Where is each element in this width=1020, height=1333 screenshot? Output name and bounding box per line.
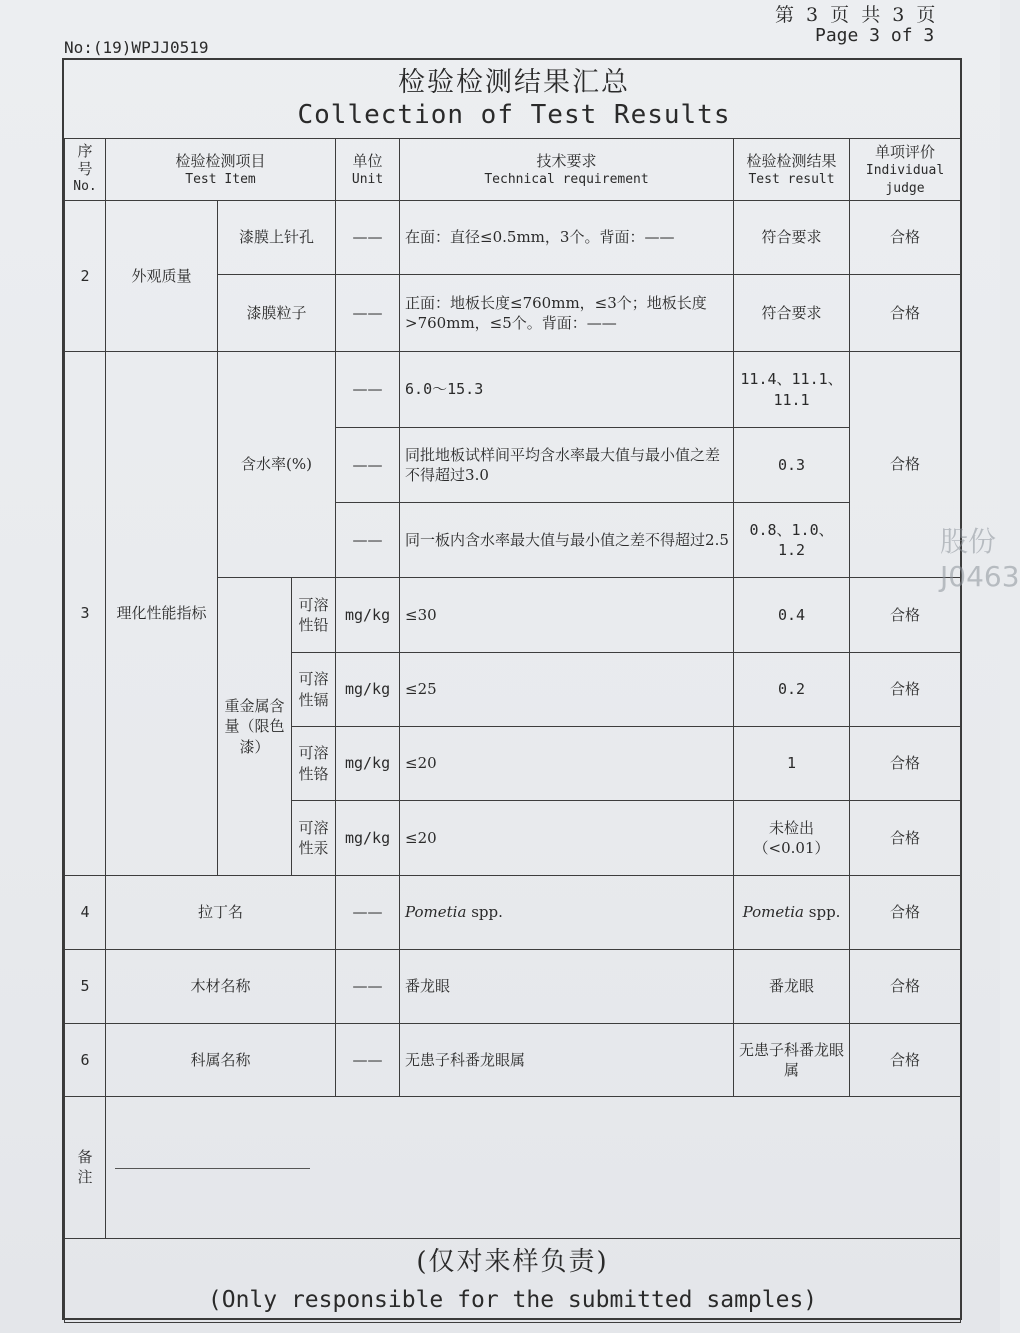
- result-cell: 未检出（<0.01）: [734, 801, 850, 876]
- result-cell: 无患子科番龙眼属: [734, 1024, 850, 1097]
- judge-cell: 合格: [850, 727, 961, 801]
- row-group: 理化性能指标: [106, 352, 218, 876]
- col-result-en: Test result: [748, 171, 835, 187]
- unit-cell: mg/kg: [336, 653, 400, 727]
- col-req-header: [400, 139, 734, 201]
- table-row: [65, 352, 961, 428]
- result-cell: 番龙眼: [734, 950, 850, 1024]
- unit-cell: ——: [336, 1024, 400, 1097]
- row-no: 6: [65, 1024, 106, 1097]
- row-no: 2: [65, 201, 106, 352]
- judge-cell: 合格: [850, 1024, 961, 1097]
- col-unit-en: Unit: [351, 171, 384, 187]
- result-cell: 0.3: [734, 428, 850, 503]
- result-cell: [734, 876, 850, 950]
- unit-cell: mg/kg: [336, 727, 400, 801]
- result-cell: 0.4: [734, 578, 850, 653]
- unit-cell: ——: [336, 950, 400, 1024]
- col-result-cn: 检验检测结果: [746, 151, 837, 170]
- item-cell: 木材名称: [106, 950, 336, 1024]
- row-no: 3: [65, 352, 106, 876]
- col-judge-header: [850, 139, 961, 201]
- footer-cell: [65, 1239, 961, 1323]
- judge-cell: 合格: [850, 801, 961, 876]
- remarks-blank-line: [115, 1167, 310, 1169]
- unit-cell: ——: [336, 352, 400, 428]
- table-row: [65, 1024, 961, 1097]
- item-cell: 含水率(%): [218, 352, 336, 578]
- unit-cell: mg/kg: [336, 801, 400, 876]
- sub-item-cell: 可溶性镉: [292, 653, 336, 727]
- judge-cell: 合格: [850, 950, 961, 1024]
- footer-en: (Only responsible for the submitted samples): [207, 1286, 818, 1313]
- item-cell: 漆膜上针孔: [218, 201, 336, 275]
- header-row: [65, 139, 961, 201]
- result-cell: 符合要求: [734, 275, 850, 352]
- remarks-label-cell: [65, 1097, 106, 1239]
- req-spp: spp.: [471, 903, 503, 922]
- sub-item-cell: 可溶性汞: [292, 801, 336, 876]
- col-result-header: [734, 139, 850, 201]
- report-number: No:(19)WPJJ0519: [64, 38, 209, 57]
- item-cell: 科属名称: [106, 1024, 336, 1097]
- result-cell: 11.4、11.1、11.1: [734, 352, 850, 428]
- result-cell: 0.2: [734, 653, 850, 727]
- col-no-en: No.: [73, 178, 97, 194]
- unit-cell: ——: [336, 428, 400, 503]
- results-table: [64, 138, 961, 1323]
- req-cell: 6.0～15.3: [400, 352, 734, 428]
- req-cell: 正面：地板长度≤760mm，≤3个；地板长度>760mm，≤5个。背面：——: [400, 275, 734, 352]
- item-cell: 重金属含量（限色漆）: [218, 578, 292, 876]
- req-cell: 番龙眼: [400, 950, 734, 1024]
- result-cell: 0.8、1.0、1.2: [734, 503, 850, 578]
- unit-cell: ——: [336, 201, 400, 275]
- item-cell: 漆膜粒子: [218, 275, 336, 352]
- results-sheet: [62, 58, 962, 1320]
- row-no: 4: [65, 876, 106, 950]
- title-en: Collection of Test Results: [297, 100, 731, 130]
- req-cell: [400, 876, 734, 950]
- remarks-row: [65, 1097, 961, 1239]
- col-no-header: [65, 139, 106, 201]
- judge-cell: 合格: [850, 578, 961, 653]
- req-genus: Pometia: [405, 903, 467, 922]
- col-unit-header: [336, 139, 400, 201]
- col-req-en: Technical requirement: [484, 171, 649, 187]
- result-cell: 1: [734, 727, 850, 801]
- sub-item-cell: 可溶性铅: [292, 578, 336, 653]
- req-cell: 在面：直径≤0.5mm，3个。背面：——: [400, 201, 734, 275]
- judge-cell: 合格: [850, 653, 961, 727]
- col-item-header: [106, 139, 336, 201]
- unit-cell: ——: [336, 275, 400, 352]
- judge-cell: 合格: [850, 876, 961, 950]
- col-no-cn: 序号: [77, 142, 93, 178]
- req-cell: ≤30: [400, 578, 734, 653]
- page-number-cn: 第 3 页 共 3 页: [775, 4, 939, 26]
- judge-cell: 合格: [850, 201, 961, 275]
- unit-cell: ——: [336, 503, 400, 578]
- req-cell: ≤20: [400, 727, 734, 801]
- item-cell: 拉丁名: [106, 876, 336, 950]
- footer-row: [65, 1239, 961, 1323]
- table-row: [65, 876, 961, 950]
- result-cell: 符合要求: [734, 201, 850, 275]
- remarks-label: 备注: [77, 1148, 93, 1186]
- col-item-cn: 检验检测项目: [175, 151, 266, 170]
- unit-cell: ——: [336, 876, 400, 950]
- row-no: 5: [65, 950, 106, 1024]
- table-row: [65, 950, 961, 1024]
- table-row: [65, 201, 961, 275]
- col-judge-en: Individual judge: [865, 163, 945, 196]
- page-number-en: Page 3 of 3: [815, 25, 935, 46]
- req-cell: 同一板内含水率最大值与最小值之差不得超过2.5: [400, 503, 734, 578]
- judge-cell: 合格: [850, 352, 961, 578]
- seal-stamp-fragment: 股份 J0463: [940, 525, 1020, 593]
- req-cell: ≤20: [400, 801, 734, 876]
- col-judge-cn: 单项评价: [875, 142, 936, 161]
- req-cell: 无患子科番龙眼属: [400, 1024, 734, 1097]
- footer-cn: (仅对来样负责): [416, 1247, 609, 1278]
- col-req-cn: 技术要求: [536, 151, 597, 170]
- title-cn: 检验检测结果汇总: [398, 67, 630, 98]
- sub-item-cell: 可溶性铬: [292, 727, 336, 801]
- result-spp: spp.: [808, 903, 841, 922]
- remarks-content: [106, 1097, 961, 1239]
- col-unit-cn: 单位: [352, 151, 383, 170]
- col-item-en: Test Item: [185, 171, 256, 187]
- req-cell: ≤25: [400, 653, 734, 727]
- row-group: 外观质量: [106, 201, 218, 352]
- judge-cell: 合格: [850, 275, 961, 352]
- req-cell: 同批地板试样间平均含水率最大值与最小值之差不得超过3.0: [400, 428, 734, 503]
- unit-cell: mg/kg: [336, 578, 400, 653]
- result-genus: Pometia: [742, 903, 804, 922]
